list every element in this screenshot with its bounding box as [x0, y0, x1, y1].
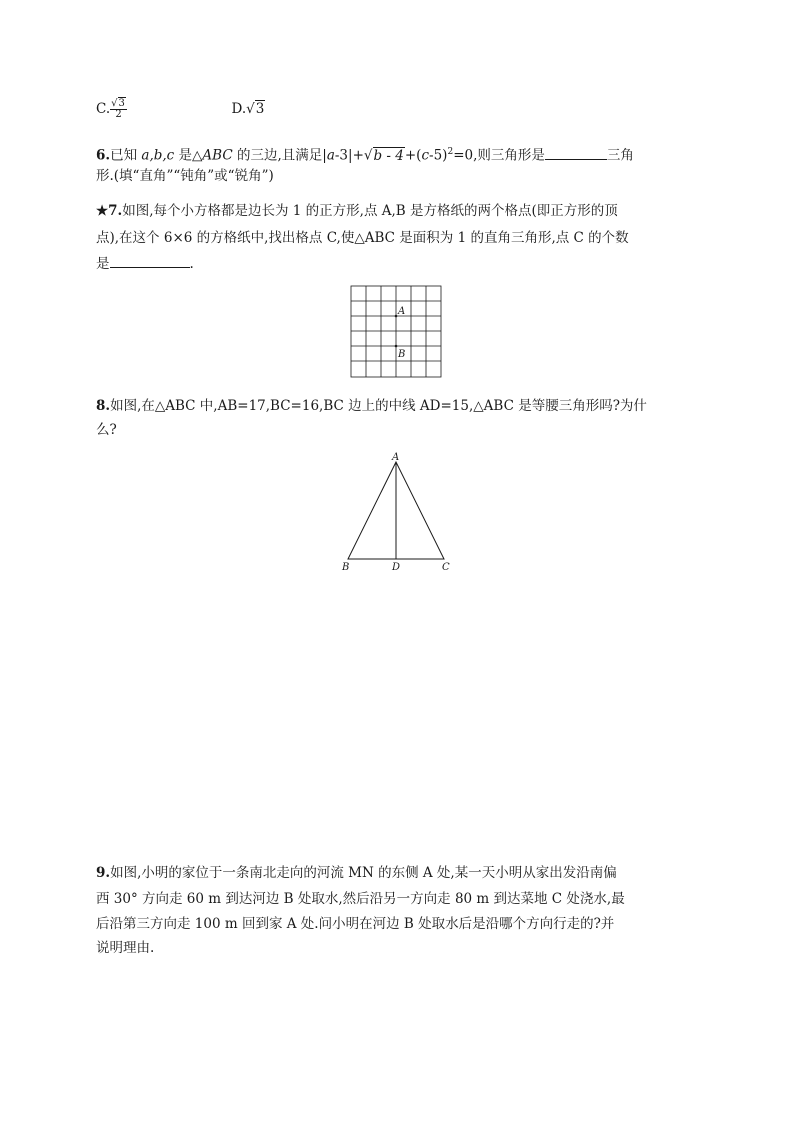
q6-line2: 形.(填“直角”“钝角”或“锐角”) [96, 168, 274, 184]
point-b [395, 345, 398, 348]
point-a [395, 315, 398, 318]
q7-answer-blank[interactable] [110, 254, 190, 268]
label-c: C [442, 562, 450, 573]
label-b: B [342, 562, 350, 573]
label-d: D [392, 562, 401, 573]
q6-answer-blank[interactable] [545, 146, 607, 160]
q9-line2: 西 30° 方向走 60 m 到达河边 B 处取水,然后沿另一方向走 80 m 到达菜地 C 处浇水,最 [96, 891, 625, 907]
option-d: D.√3 [231, 101, 265, 117]
q7-grid-figure [350, 285, 444, 379]
grid-lines [351, 286, 441, 377]
label-a: A [398, 306, 406, 317]
q7-line2: 点),在这个 6×6 的方格纸中,找出格点 C,使△ABC 是面积为 1 的直角三角形,点 C 的个数 [96, 230, 629, 246]
label-a: A [392, 452, 400, 463]
q9-line4: 说明理由. [96, 940, 155, 956]
q7-line1: ★7.如图,每个小方格都是边长为 1 的正方形,点 A,B 是方格纸的两个格点(即正方形的顶 [96, 203, 618, 219]
q8-line2: 么? [96, 422, 117, 438]
option-c-fraction: $\frac{√3}{2}$ [111, 98, 125, 120]
q8-triangle-figure [338, 448, 458, 574]
option-c: C. $\frac{√3}{2}$ [96, 98, 125, 120]
label-b: B [398, 349, 406, 360]
q8-line1: 8.如图,在△ABC 中,AB=17,BC=16,BC 边上的中线 AD=15,△ABC 是等腰三角形吗?为什 [96, 398, 647, 414]
q5-options [96, 99, 265, 120]
q9-line3: 后沿第三方向走 100 m 回到家 A 处.问小明在河边 B 处取水后是沿哪个方向行走的?并 [96, 916, 615, 932]
q9-line1: 9.如图,小明的家位于一条南北走向的河流 MN 的东侧 A 处,某一天小明从家出发沿南偏 [96, 865, 617, 881]
q6-line1: 6.已知 a,b,c 是△ABC 的三边,且满足$|a-3|+√b - 4+(c-5)^2=0$,则三角形是 三角 [96, 147, 634, 164]
q7-line3: 是 . [96, 256, 194, 272]
